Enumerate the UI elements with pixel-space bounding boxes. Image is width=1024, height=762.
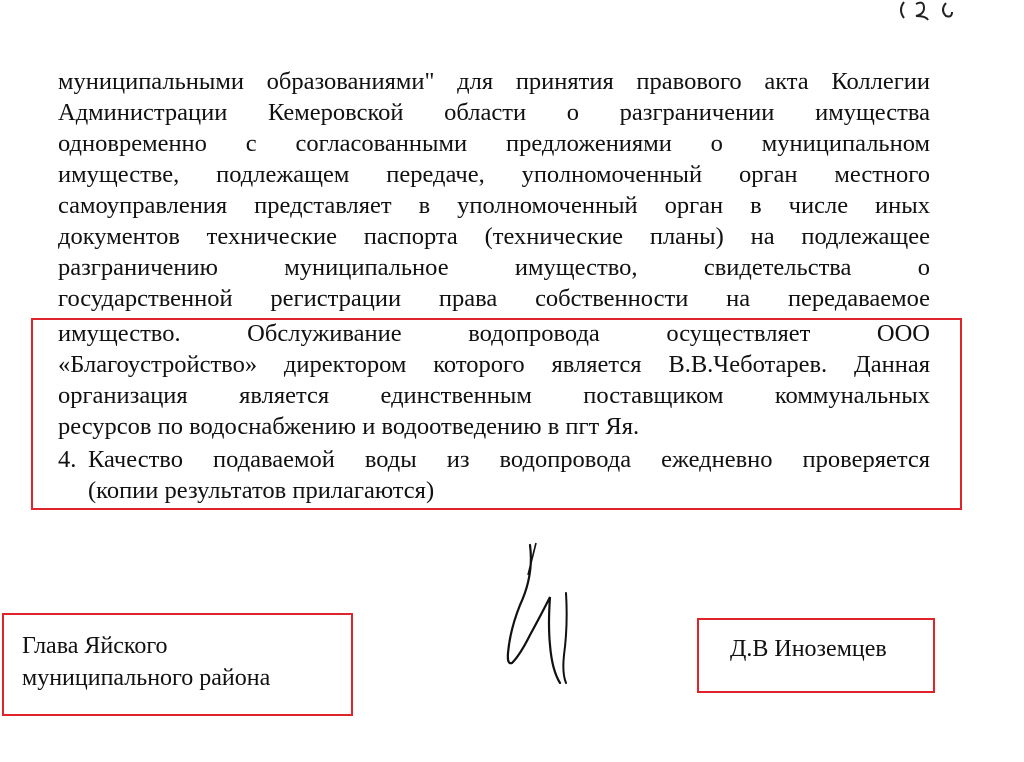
body-line-5: самоуправления представляет в уполномоченный орган в числе иных [58,192,930,219]
body-line-8: государственной регистрации права собственности на передаваемое [58,285,930,312]
body-line-7: разграничению муниципальное имущество, свидетельства о [58,254,930,281]
body-line-1: муниципальными образованиями" для принятия правового акта Коллегии [58,68,930,95]
body-line-4: имуществе, подлежащем передаче, уполномоченный орган местного [58,161,930,188]
list-item-4-line-1: Качество подаваемой воды из водопровода ежедневно проверяется [88,446,930,473]
list-item-4-line-2: (копии результатов прилагаются) [88,477,435,504]
body-line-6: документов технические паспорта (технические планы) на подлежащее [58,223,930,250]
signatory-position-line-1: Глава Яйского [22,633,168,659]
body-line-2: Администрации Кемеровской области о разграничении имущества [58,99,930,126]
body-line-11: организация является единственным поставщиком коммунальных [58,382,930,409]
handwritten-signature [490,535,600,685]
signatory-position-line-2: муниципального района [22,665,271,691]
body-line-3: одновременно с согласованными предложениями о муниципальном [58,130,930,157]
handwritten-page-number [894,0,1024,24]
body-line-10: «Благоустройство» директором которого является В.В.Чеботарев. Данная [58,351,930,378]
highlight-box-main [31,318,962,510]
body-line-9: имущество. Обслуживание водопровода осуществляет ООО [58,320,930,347]
list-item-number: 4. [58,446,77,473]
body-line-12: ресурсов по водоснабжению и водоотведению в пгт Яя. [58,413,640,440]
signatory-name: Д.В Иноземцев [730,636,887,662]
